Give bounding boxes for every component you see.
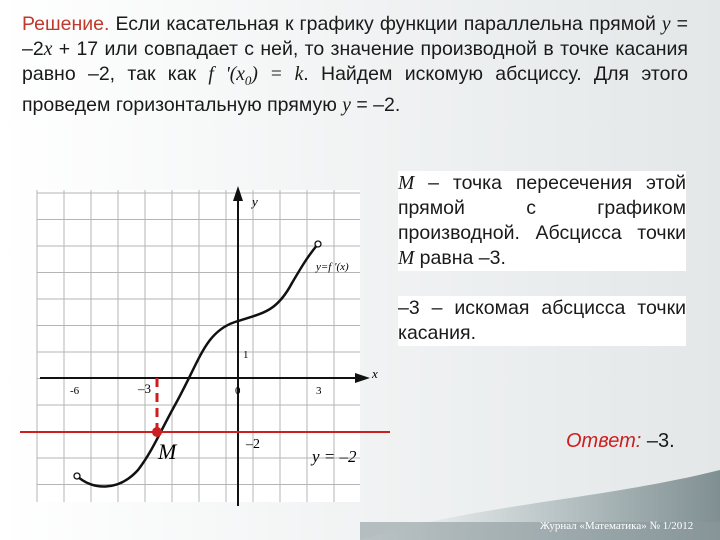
text-fragment: y [661,14,671,35]
y-axis-label: y [252,194,258,209]
text-fragment: = –2. [350,93,401,116]
line-equation-label: y = –2 [312,447,357,466]
intersection-point-m [152,427,162,437]
text-fragment: Если касательная к графику функции параллельна прямой [109,13,662,35]
text-fragment: равна –3. [414,247,506,269]
solution-lead: Решение. [22,13,110,35]
answer [566,430,675,453]
text-fragment: – точка пересечения этой прямой с графиком производной. Абсцисса точки [398,172,686,244]
tick-label-3: 3 [316,385,322,397]
label-x-neg3: –3 [138,381,151,396]
curve-label: y=f '(x) [316,261,349,273]
x-axis-arrow [355,373,370,383]
answer-value: –3. [641,430,675,452]
solution-text [22,12,688,118]
curve-endpoint-left [74,473,80,479]
text-fragment: ) = k [251,64,304,85]
text-fragment: x [43,39,53,60]
tick-label-1: 1 [243,349,249,361]
text-fragment: M [398,248,415,269]
derivative-graph [0,150,400,520]
text-fragment: f '(x [208,64,245,85]
x-axis-label: x [372,366,378,381]
conclusion-note: –3 – искомая абсцисса точки касания. [398,297,686,344]
intersection-note [398,171,686,271]
text-fragment: = –2 [22,13,688,60]
text-fragment: 0 [244,72,252,88]
curve-endpoint-right [315,241,321,247]
tick-label-0: 0 [235,385,241,397]
tick-label-neg6: -6 [70,385,80,397]
footer-credit: Журнал «Математика» № 1/2012 [540,520,694,532]
text-fragment: . Найдем искомую абсциссу. Для этого проведем горизонтальную прямую [22,63,688,116]
answer-label: Ответ: [566,430,642,452]
text-fragment: y [342,94,351,116]
text-fragment: M [398,173,415,194]
label-y-neg2: –2 [246,437,260,452]
point-m-label: M [158,439,177,464]
text-fragment: + 17 или совпадает с ней, то значение производной в точке касания равно –2, так как [22,38,688,85]
